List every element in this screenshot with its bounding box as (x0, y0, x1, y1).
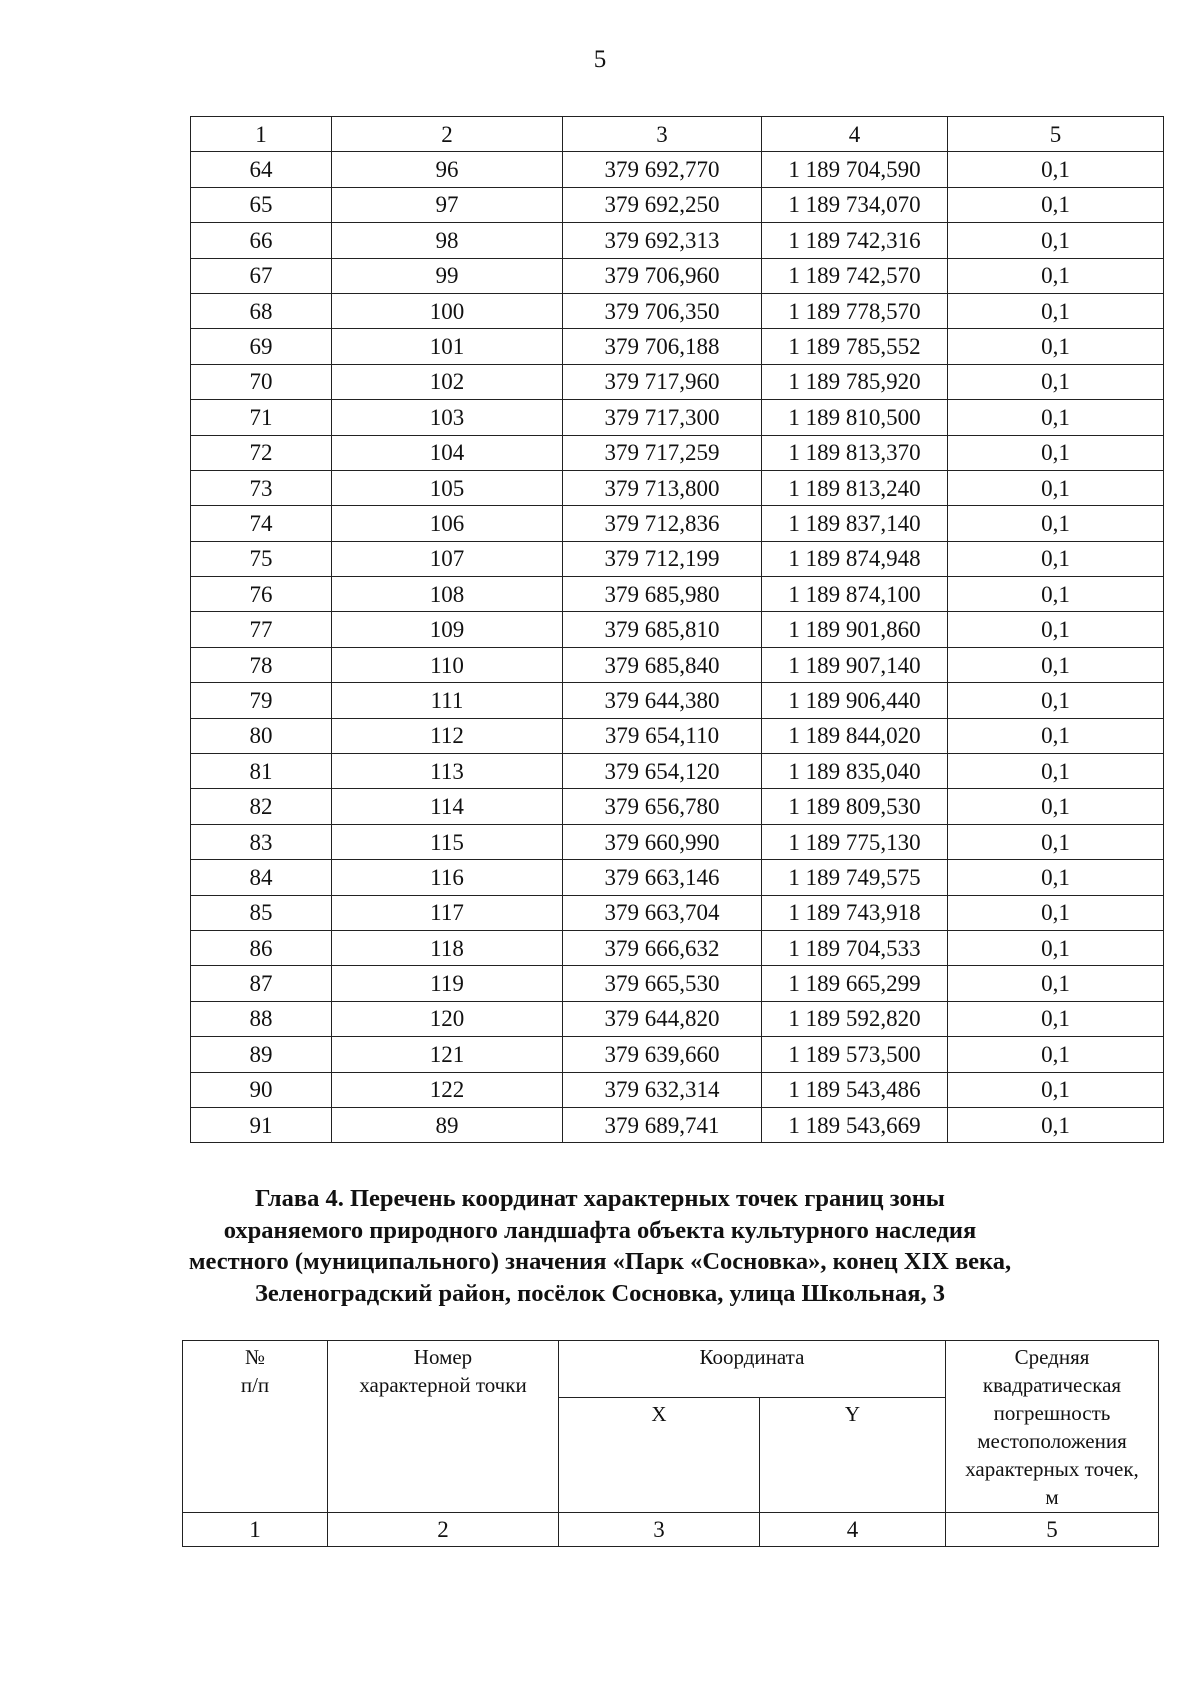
table-cell: 1 189 874,100 (762, 577, 948, 612)
table-cell: 0,1 (948, 223, 1164, 258)
table-cell: 0,1 (948, 860, 1164, 895)
table-cell: 65 (191, 187, 332, 222)
table-cell: 81 (191, 754, 332, 789)
table-cell: 379 663,704 (563, 895, 762, 930)
table-cell: 107 (332, 541, 563, 576)
table-row (191, 1107, 1164, 1142)
column-number-row (191, 117, 1164, 152)
table-cell: 379 685,980 (563, 577, 762, 612)
page-number: 5 (593, 46, 607, 73)
table-cell: 99 (332, 258, 563, 293)
table-row (191, 789, 1164, 824)
table-cell: 79 (191, 683, 332, 718)
table-cell: 1 189 742,316 (762, 223, 948, 258)
column-number-cell: 1 (191, 117, 332, 152)
table-row (191, 223, 1164, 258)
table-row (191, 647, 1164, 682)
table-cell: 1 189 813,370 (762, 435, 948, 470)
table-cell: 108 (332, 577, 563, 612)
table-cell: 0,1 (948, 364, 1164, 399)
table-cell: 101 (332, 329, 563, 364)
table-cell: 0,1 (948, 612, 1164, 647)
table-cell: 1 189 749,575 (762, 860, 948, 895)
table-cell: 0,1 (948, 683, 1164, 718)
table-cell: 0,1 (948, 258, 1164, 293)
table-cell: 84 (191, 860, 332, 895)
table-cell: 88 (191, 1001, 332, 1036)
coordinates-table (190, 116, 1164, 1143)
table-cell: 379 706,188 (563, 329, 762, 364)
table-cell: 89 (332, 1107, 563, 1142)
table-cell: 1 189 844,020 (762, 718, 948, 753)
table-cell: 1 189 778,570 (762, 293, 948, 328)
table-cell: 72 (191, 435, 332, 470)
table-cell: 1 189 743,918 (762, 895, 948, 930)
column-number-cell: 2 (332, 117, 563, 152)
table-cell: 97 (332, 187, 563, 222)
table-cell: 70 (191, 364, 332, 399)
table-cell: 379 717,300 (563, 400, 762, 435)
table-cell: 0,1 (948, 966, 1164, 1001)
table-cell: 379 685,840 (563, 647, 762, 682)
table-row (191, 1001, 1164, 1036)
table-cell: 1 189 874,948 (762, 541, 948, 576)
column-number-cell: 5 (946, 1513, 1159, 1547)
table-row (191, 612, 1164, 647)
table-cell: 379 654,110 (563, 718, 762, 753)
table-cell: 0,1 (948, 789, 1164, 824)
table-cell: 1 189 734,070 (762, 187, 948, 222)
table-cell: 379 663,146 (563, 860, 762, 895)
table-row (191, 400, 1164, 435)
table-cell: 0,1 (948, 187, 1164, 222)
table-cell: 103 (332, 400, 563, 435)
table-cell: 379 712,199 (563, 541, 762, 576)
table-cell: 86 (191, 930, 332, 965)
table-cell: 1 189 813,240 (762, 470, 948, 505)
table-cell: 120 (332, 1001, 563, 1036)
coordinate-header: Координата (559, 1341, 946, 1398)
table-cell: 98 (332, 223, 563, 258)
table-cell: 1 189 742,570 (762, 258, 948, 293)
table-cell: 119 (332, 966, 563, 1001)
table-cell: 0,1 (948, 754, 1164, 789)
table-cell: 96 (332, 152, 563, 187)
table-cell: 0,1 (948, 470, 1164, 505)
table-row (191, 718, 1164, 753)
table-cell: 0,1 (948, 718, 1164, 753)
table-cell: 379 692,250 (563, 187, 762, 222)
table-cell: 80 (191, 718, 332, 753)
chapter-title-line: местного (муниципального) значения «Парк «Сосновка», конец XIX века, (188, 1248, 1012, 1275)
table-cell: 1 189 901,860 (762, 612, 948, 647)
table-cell: 379 632,314 (563, 1072, 762, 1107)
table-cell: 110 (332, 647, 563, 682)
table-cell: 1 189 785,920 (762, 364, 948, 399)
table-row (191, 506, 1164, 541)
table-cell: 379 706,960 (563, 258, 762, 293)
table-cell: 105 (332, 470, 563, 505)
table-cell: 85 (191, 895, 332, 930)
table-cell: 0,1 (948, 329, 1164, 364)
table-row (191, 930, 1164, 965)
table-cell: 111 (332, 683, 563, 718)
table-cell: 379 717,259 (563, 435, 762, 470)
table-cell: 69 (191, 329, 332, 364)
table-cell: 87 (191, 966, 332, 1001)
table-cell: 78 (191, 647, 332, 682)
table-cell: 117 (332, 895, 563, 930)
table-cell: 1 189 785,552 (762, 329, 948, 364)
table-cell: 1 189 543,669 (762, 1107, 948, 1142)
chapter-title-line: охраняемого природного ландшафта объекта культурного наследия (223, 1216, 977, 1244)
table-cell: 71 (191, 400, 332, 435)
table-cell: 1 189 573,500 (762, 1037, 948, 1072)
table-cell: 379 665,530 (563, 966, 762, 1001)
table-cell: 379 713,800 (563, 470, 762, 505)
table-cell: 76 (191, 577, 332, 612)
table-cell: 67 (191, 258, 332, 293)
table-row (191, 541, 1164, 576)
table-cell: 77 (191, 612, 332, 647)
table-cell: 1 189 704,533 (762, 930, 948, 965)
table-cell: 0,1 (948, 435, 1164, 470)
table-cell: 379 660,990 (563, 824, 762, 859)
table-cell: 102 (332, 364, 563, 399)
table-cell: 0,1 (948, 1107, 1164, 1142)
column-number-cell: 2 (328, 1513, 559, 1547)
table-cell: 1 189 906,440 (762, 683, 948, 718)
chapter-4-table-header (182, 1340, 1159, 1547)
table-row (191, 754, 1164, 789)
table-cell: 1 189 775,130 (762, 824, 948, 859)
table-cell: 121 (332, 1037, 563, 1072)
table-cell: 1 189 543,486 (762, 1072, 948, 1107)
table-cell: 0,1 (948, 1001, 1164, 1036)
table-cell: 379 644,820 (563, 1001, 762, 1036)
table-cell: 0,1 (948, 152, 1164, 187)
table-row (191, 329, 1164, 364)
table-cell: 0,1 (948, 1072, 1164, 1107)
column-number-row (183, 1513, 1159, 1547)
table-cell: 68 (191, 293, 332, 328)
chapter-title (150, 1183, 1050, 1309)
table-row (191, 824, 1164, 859)
table-cell: 379 689,741 (563, 1107, 762, 1142)
table-row (191, 187, 1164, 222)
table-row (191, 364, 1164, 399)
table-cell: 1 189 809,530 (762, 789, 948, 824)
error-header: Средняя квадратическая погрешность местоположения характерных точек, м (946, 1341, 1159, 1513)
chapter-title-line: Зеленоградский район, посёлок Сосновка, улица Школьная, 3 (255, 1279, 945, 1307)
table-cell: 104 (332, 435, 563, 470)
table-cell: 1 189 704,590 (762, 152, 948, 187)
table-cell: 1 189 592,820 (762, 1001, 948, 1036)
table-cell: 0,1 (948, 293, 1164, 328)
table-cell: 66 (191, 223, 332, 258)
table-row (191, 152, 1164, 187)
table-cell: 74 (191, 506, 332, 541)
table-cell: 1 189 837,140 (762, 506, 948, 541)
table-cell: 379 654,120 (563, 754, 762, 789)
table-cell: 379 706,350 (563, 293, 762, 328)
table-row (191, 860, 1164, 895)
table-cell: 112 (332, 718, 563, 753)
table-cell: 114 (332, 789, 563, 824)
table-cell: 83 (191, 824, 332, 859)
table-cell: 379 692,770 (563, 152, 762, 187)
table-cell: 0,1 (948, 400, 1164, 435)
column-number-cell: 4 (760, 1513, 946, 1547)
table-cell: 122 (332, 1072, 563, 1107)
table-cell: 379 685,810 (563, 612, 762, 647)
table-cell: 89 (191, 1037, 332, 1072)
column-number-cell: 3 (563, 117, 762, 152)
table-cell: 106 (332, 506, 563, 541)
table-cell: 379 639,660 (563, 1037, 762, 1072)
table-cell: 118 (332, 930, 563, 965)
table-cell: 1 189 835,040 (762, 754, 948, 789)
table-cell: 0,1 (948, 541, 1164, 576)
table-cell: 0,1 (948, 824, 1164, 859)
table-row (191, 435, 1164, 470)
column-number-cell: 3 (559, 1513, 760, 1547)
table-row (191, 966, 1164, 1001)
table-cell: 64 (191, 152, 332, 187)
table-cell: 100 (332, 293, 563, 328)
table-cell: 109 (332, 612, 563, 647)
table-cell: 1 189 665,299 (762, 966, 948, 1001)
table-row (191, 293, 1164, 328)
table-cell: 379 644,380 (563, 683, 762, 718)
table-cell: 379 692,313 (563, 223, 762, 258)
table-cell: 0,1 (948, 577, 1164, 612)
index-header: № п/п (183, 1341, 328, 1513)
table-row (191, 577, 1164, 612)
table-row (191, 1072, 1164, 1107)
table-cell: 1 189 907,140 (762, 647, 948, 682)
x-header: X (559, 1398, 760, 1513)
table-cell: 73 (191, 470, 332, 505)
table-row (191, 895, 1164, 930)
table-cell: 115 (332, 824, 563, 859)
table-cell: 116 (332, 860, 563, 895)
table-cell: 113 (332, 754, 563, 789)
table-cell: 75 (191, 541, 332, 576)
table-cell: 379 712,836 (563, 506, 762, 541)
table-cell: 90 (191, 1072, 332, 1107)
column-number-cell: 5 (948, 117, 1164, 152)
y-header: Y (760, 1398, 946, 1513)
column-number-cell: 1 (183, 1513, 328, 1547)
table-row (191, 683, 1164, 718)
table-cell: 379 666,632 (563, 930, 762, 965)
table-row (191, 258, 1164, 293)
table-cell: 379 717,960 (563, 364, 762, 399)
point-number-header: Номер характерной точки (328, 1341, 559, 1513)
table-cell: 91 (191, 1107, 332, 1142)
table-row (191, 470, 1164, 505)
table-cell: 1 189 810,500 (762, 400, 948, 435)
table-cell: 0,1 (948, 1037, 1164, 1072)
table-cell: 0,1 (948, 930, 1164, 965)
table-cell: 0,1 (948, 647, 1164, 682)
table-cell: 379 656,780 (563, 789, 762, 824)
table-row (191, 1037, 1164, 1072)
table-cell: 82 (191, 789, 332, 824)
table-cell: 0,1 (948, 895, 1164, 930)
chapter-title-line: Глава 4. Перечень координат характерных точек границ зоны (255, 1185, 945, 1212)
table-cell: 0,1 (948, 506, 1164, 541)
column-number-cell: 4 (762, 117, 948, 152)
